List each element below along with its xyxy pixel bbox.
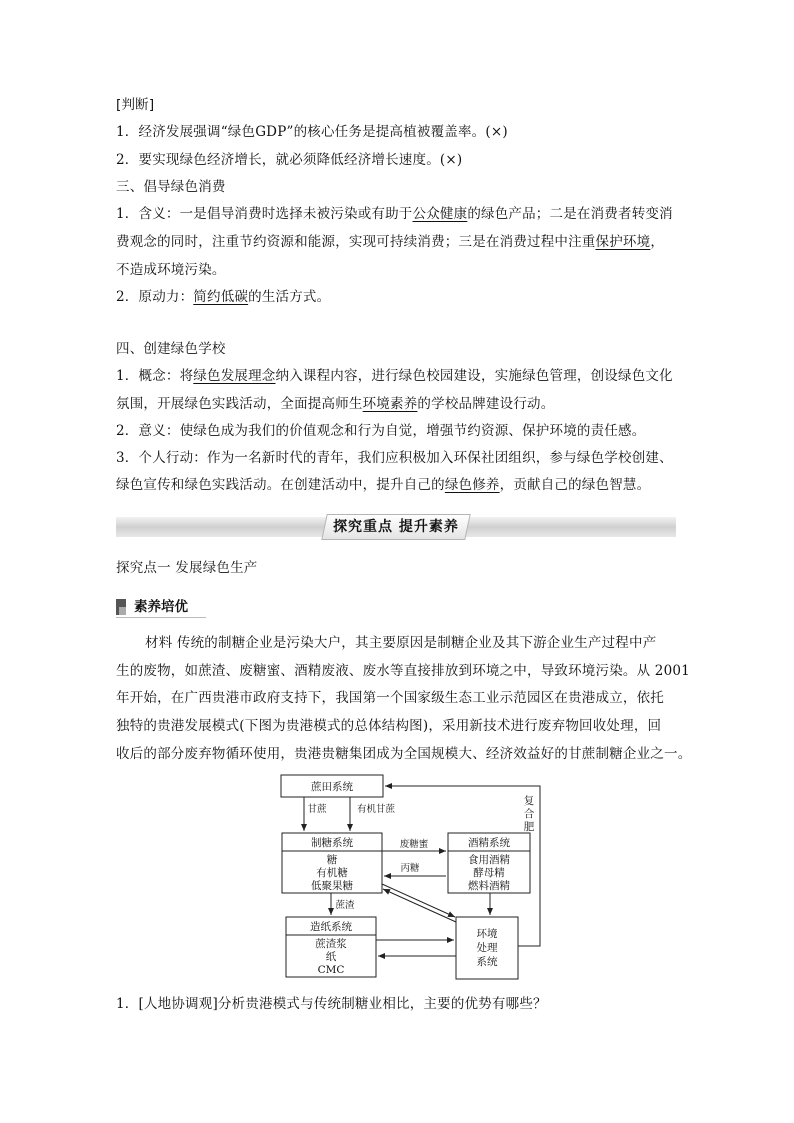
answer-blank: 公众健康: [412, 206, 468, 222]
sugar-product: 低聚果糖: [311, 880, 353, 892]
sugar-product: 糖: [326, 854, 338, 866]
arrow-sugar-to-env: [382, 884, 455, 917]
section4-action-line1: 3．个人行动：作为一名新时代的青年，我们应积极加入环保社团组织，参与绿色学校创建、: [116, 450, 673, 466]
answer-blank: 绿色发展理念: [193, 368, 276, 384]
sugar-product: 有机糖: [316, 867, 348, 879]
judge-item-1: 1．经济发展强调“绿色GDP”的核心任务是提高植被覆盖率。(×): [116, 124, 508, 140]
paper-system-label: 造纸系统: [310, 921, 352, 933]
answer-blank: 简约低碳: [193, 289, 249, 305]
env-system-label: 系统: [476, 956, 498, 968]
banner-title: 探究重点 提升素养: [333, 519, 459, 535]
judge-item-2: 2．要实现绿色经济增长，就必须降低经济增长速度。(×): [116, 152, 463, 168]
alcohol-product: 燃料酒精: [468, 880, 510, 892]
alcohol-product: 食用酒精: [468, 854, 510, 866]
label-sugarcane: 甘蔗: [307, 804, 327, 815]
section3-heading: 三、倡导绿色消费: [116, 179, 226, 195]
material-line-2: 生的废物，如蔗渣、废糖蜜、酒精废液、废水等直接排放到环境之中，导致环境污染。从 2001: [116, 663, 690, 679]
sugar-system-label: 制糖系统: [311, 837, 353, 849]
paper-product: CMC: [317, 964, 345, 976]
section3-meaning-line3: 不造成环境污染。: [116, 262, 226, 278]
alcohol-product: 酵母精: [473, 867, 505, 879]
answer-blank: 保护环境: [595, 234, 651, 250]
label-molasses: 废糖蜜: [399, 839, 429, 850]
paper-product: 蔗渣浆: [315, 938, 347, 950]
label-bagasse: 蔗渣: [335, 900, 355, 911]
label-fertilizer: 合: [523, 808, 535, 820]
alcohol-system-label: 酒精系统: [468, 837, 510, 849]
section4-heading: 四、创建绿色学校: [116, 341, 226, 357]
label-organic-sugarcane: 有机甘蔗: [356, 804, 396, 815]
explore-point-title: 探究点一 发展绿色生产: [116, 560, 258, 576]
env-system-label: 环境: [476, 928, 498, 940]
section4-concept-line1: 1．概念：将绿色发展理念纳入课程内容，进行绿色校园建设，实施绿色管理，创设绿色文化: [116, 368, 673, 384]
section3-meaning-line1: 1．含义：一是倡导消费时选择未被污染或有助于公众健康的绿色产品；二是在消费者转变消: [116, 206, 673, 222]
material-line-5: 收后的部分废弃物循环使用，贵港贵糖集团成为全国规模大、经济效益好的甘蔗制糖企业之一。: [116, 746, 692, 762]
arrow-env-to-sugar: [383, 889, 456, 922]
label-fertilizer: 肥: [523, 821, 535, 833]
answer-blank: 绿色修养: [444, 477, 500, 493]
material-line-3: 年开始，在广西贵港市政府支持下，我国第一个国家级生态工业示范园区在贵港成立，依托: [116, 690, 664, 706]
question-1: 1．[人地协调观]分析贵港模式与传统制糖业相比，主要的优势有哪些？: [116, 996, 547, 1012]
section3-meaning-line2: 费观念的同时，注重节约资源和能源，实现可持续消费；三是在消费过程中注重保护环境，: [116, 234, 665, 250]
judge-heading: [判断]: [116, 97, 155, 113]
section3-motive: 2．原动力：简约低碳的生活方式。: [116, 289, 331, 305]
answer-blank: 环境素养: [362, 396, 418, 412]
env-system-label: 处理: [476, 942, 498, 954]
label-propanediol: 丙糖: [400, 863, 420, 874]
section4-significance: 2．意义：使绿色成为我们的价值观念和行为自觉，增强节约资源、保护环境的责任感。: [116, 423, 646, 439]
section4-action-line2: 绿色宣传和绿色实践活动。在创建活动中，提升自己的绿色修养，贡献自己的绿色智慧。: [116, 477, 651, 493]
field-system-label: 蔗田系统: [311, 781, 353, 793]
literacy-tag-label: 素养培优: [134, 599, 188, 615]
material-line-1: 材料 传统的制糖企业是污染大户，其主要原因是制糖企业及其下游企业生产过程中产: [145, 635, 657, 651]
paper-product: 纸: [325, 951, 337, 963]
label-fertilizer: 复: [523, 795, 535, 807]
section4-concept-line2: 氛围，开展绿色实践活动，全面提高师生环境素养的学校品牌建设行动。: [116, 396, 555, 412]
material-line-4: 独特的贵港发展模式(下图为贵港模式的总体结构图)，采用新技术进行废弃物回收处理，回: [116, 718, 662, 734]
